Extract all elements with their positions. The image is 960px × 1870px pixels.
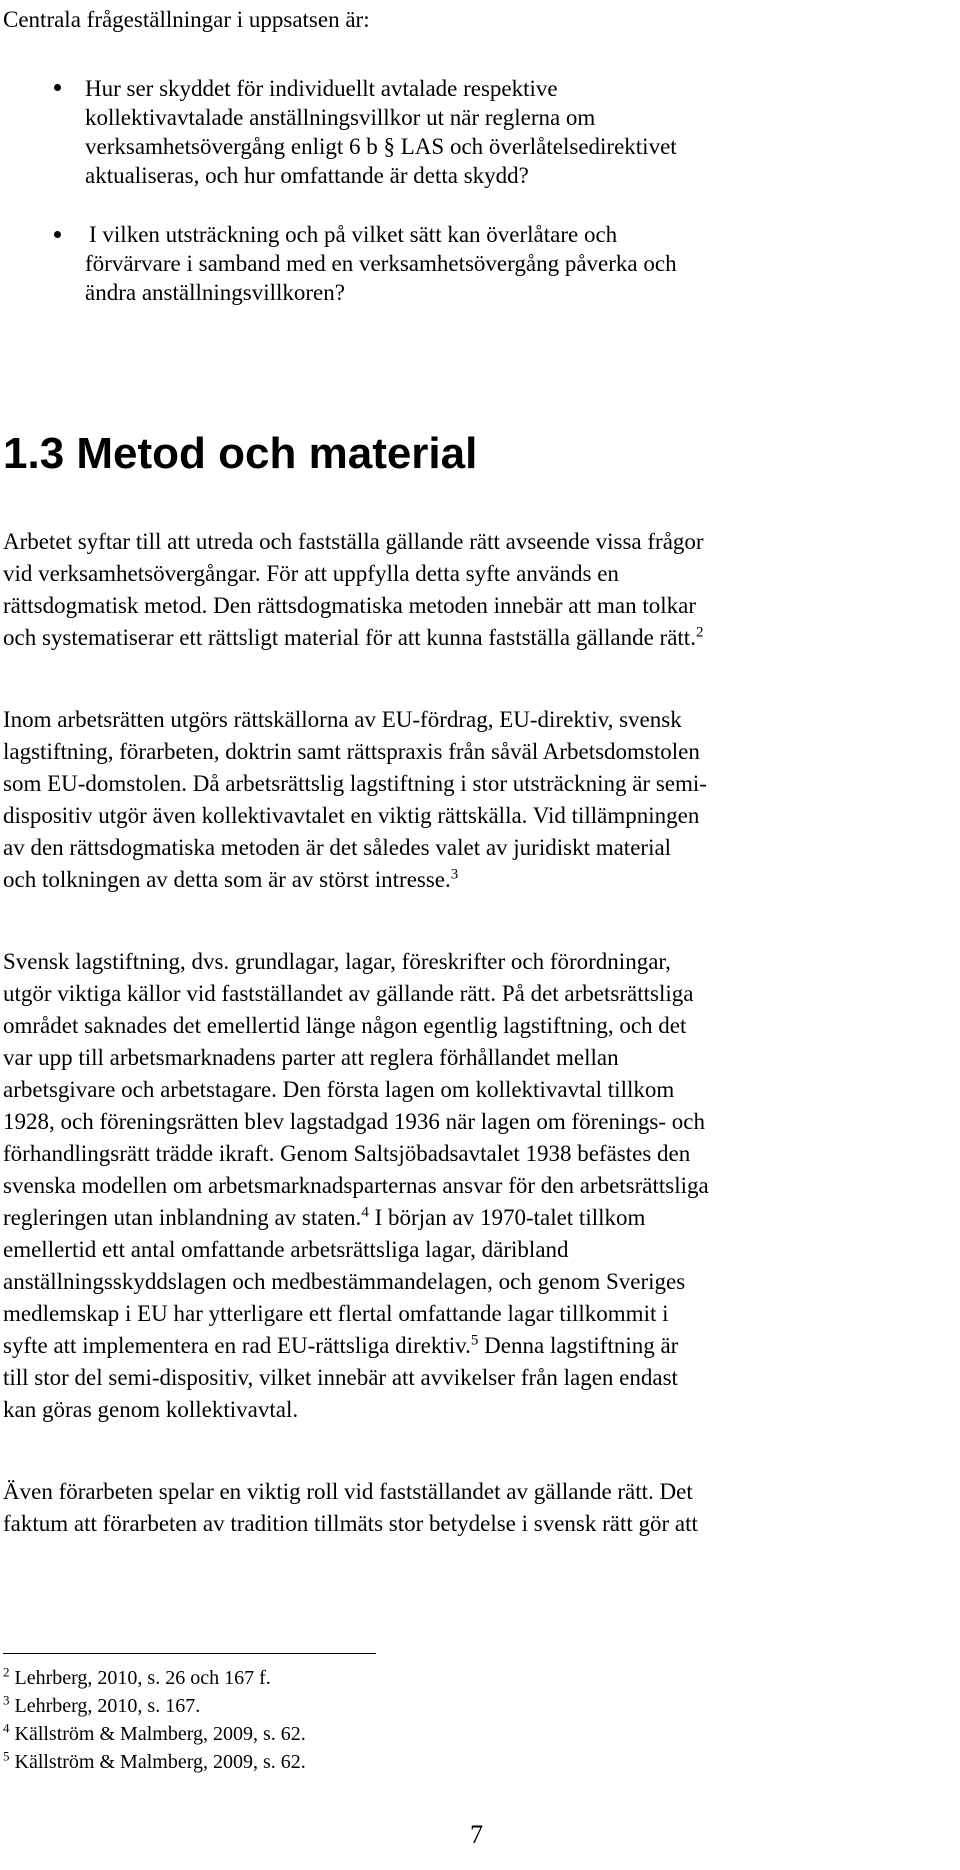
p3-line-6: 1928, och föreningsrätten blev lagstadgad 1936 när lagen om förenings- och (3, 1109, 705, 1134)
bullet-icon (54, 84, 61, 91)
bullet-2-line-2: förvärvare i samband med en verksamhetsövergång påverka och (85, 251, 677, 276)
p3-line-7: förhandlingsrätt trädde ikraft. Genom Saltsjöbadsavtalet 1938 befästes den (3, 1141, 691, 1166)
footnote-ref: 3 (450, 866, 459, 883)
p2-line-6: och tolkningen av detta som är av störst intresse.$^3$ (3, 866, 459, 892)
footnote-ref: 4 (361, 1204, 369, 1221)
p3-line-1: Svensk lagstiftning, dvs. grundlagar, lagar, föreskrifter och förordningar, (3, 949, 671, 974)
p1-line-3: rättsdogmatisk metod. Den rättsdogmatiska metoden innebär att man tolkar (3, 593, 697, 618)
p2-line-1: Inom arbetsrätten utgörs rättskällorna av EU-fördrag, EU-direktiv, svensk (3, 707, 682, 732)
p3-line-5: arbetsgivare och arbetstagare. Den första lagen om kollektivavtal tillkom (3, 1077, 675, 1102)
p2-line-2: lagstiftning, förarbeten, doktrin samt rättspraxis från såväl Arbetsdomstolen (3, 739, 700, 764)
p3-line-9: regleringen utan inblandning av staten.$^4$ I början av 1970-talet tillkom (3, 1204, 646, 1230)
footnote: $^4$ Källström & Malmberg, 2009, s. 62. (3, 1720, 306, 1745)
p3-line-10: emellertid ett antal omfattande arbetsrättsliga lagar, däribland (3, 1237, 569, 1262)
bullet-icon (54, 231, 61, 238)
p3-line-12: medlemskap i EU har ytterligare ett flertal omfattande lagar tillkommit i (3, 1301, 669, 1326)
bullet-1-line-3: verksamhetsövergång enligt 6 b § LAS och överlåtelsedirektivet (85, 134, 677, 159)
p3-line-3: området saknades det emellertid länge någon egentlig lagstiftning, och det (3, 1013, 687, 1038)
footnote: $^2$ Lehrberg, 2010, s. 26 och 167 f. (3, 1664, 271, 1689)
page-number: 7 (470, 1820, 483, 1849)
footnote: $^5$ Källström & Malmberg, 2009, s. 62. (3, 1748, 306, 1773)
bullet-1-line-4: aktualiseras, och hur omfattande är detta skydd? (85, 163, 529, 188)
p3-line-4: var upp till arbetsmarknadens parter att reglera förhållandet mellan (3, 1045, 619, 1070)
p1-line-1: Arbetet syftar till att utreda och fastställa gällande rätt avseende vissa frågor (3, 529, 704, 554)
section-heading: 1.3 Metod och material (3, 429, 478, 478)
footnote-ref: 5 (470, 1332, 479, 1349)
bullet-1-line-1: Hur ser skyddet för individuellt avtalade respektive (85, 76, 558, 101)
footnote-ref: 2 (695, 624, 704, 641)
p3-line-13: syfte att implementera en rad EU-rättsliga direktiv.$^5$ Denna lagstiftning är (3, 1332, 679, 1358)
bullet-2-line-3: ändra anställningsvillkoren? (85, 280, 345, 305)
p3-line-8: svenska modellen om arbetsmarknadsparternas ansvar för den arbetsrättsliga (3, 1173, 709, 1198)
p4-line-2: faktum att förarbeten av tradition tillmäts stor betydelse i svensk rätt gör att (3, 1511, 698, 1536)
footnote-separator (3, 1653, 376, 1654)
p1-line-4: och systematiserar ett rättsligt material för att kunna fastställa gällande rätt.$^2$ (3, 624, 704, 650)
p4-line-1: Även förarbeten spelar en viktig roll vid fastställandet av gällande rätt. Det (3, 1479, 693, 1504)
intro-text: Centrala frågeställningar i uppsatsen är: (3, 7, 370, 32)
footnote: $^3$ Lehrberg, 2010, s. 167. (3, 1692, 201, 1717)
p2-line-3: som EU-domstolen. Då arbetsrättslig lagstiftning i stor utsträckning är semi- (3, 771, 707, 796)
p2-line-4: dispositiv utgör även kollektivavtalet en viktig rättskälla. Vid tillämpningen (3, 803, 700, 828)
p3-line-15: kan göras genom kollektivavtal. (3, 1397, 299, 1422)
bullet-1-line-2: kollektivavtalade anställningsvillkor ut när reglerna om (85, 105, 596, 130)
p1-line-2: vid verksamhetsövergångar. För att uppfylla detta syfte används en (3, 561, 619, 586)
p3-line-11: anställningsskyddslagen och medbestämmandelagen, och genom Sveriges (3, 1269, 686, 1294)
p2-line-5: av den rättsdogmatiska metoden är det således valet av juridiskt material (3, 835, 672, 860)
p3-line-2: utgör viktiga källor vid fastställandet av gällande rätt. På det arbetsrättsliga (3, 981, 694, 1006)
p3-line-14: till stor del semi-dispositiv, vilket innebär att avvikelser från lagen endast (3, 1365, 678, 1390)
bullet-2-line-1: I vilken utsträckning och på vilket sätt kan överlåtare och (89, 222, 618, 247)
